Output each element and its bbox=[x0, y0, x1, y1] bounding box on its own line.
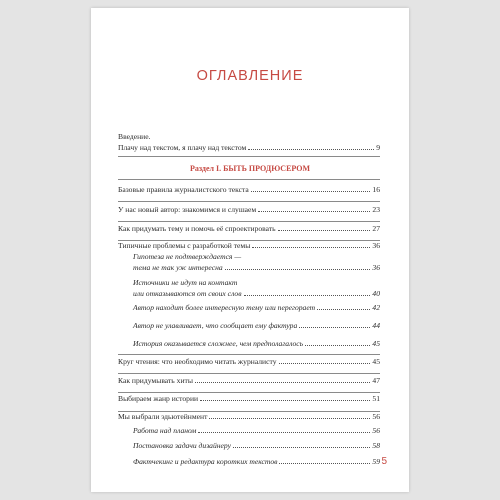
subentry-line2: или отказываются от своих слов bbox=[133, 289, 242, 298]
section-title: Раздел I. БЫТЬ ПРОДЮСЕРОМ bbox=[189, 164, 311, 173]
subentry-line2-row bbox=[133, 262, 380, 273]
toc-entry-title: Как придумывать хиты bbox=[118, 376, 193, 385]
leader-dots bbox=[278, 230, 371, 231]
toc-entry-page: 23 bbox=[372, 205, 380, 214]
toc-entry-title: Мы выбрали эдьютейнмент bbox=[118, 412, 208, 421]
toc-entry-title: Круг чтения: что необходимо читать журналисту bbox=[118, 357, 277, 366]
toc-entry-page: 45 bbox=[372, 357, 380, 366]
toc-subentry bbox=[133, 456, 380, 467]
toc-subentry bbox=[133, 302, 380, 313]
toc-subentry-page: 59 bbox=[372, 457, 380, 466]
intro-line1: Введение. bbox=[118, 132, 151, 141]
toc-entry-page: 56 bbox=[372, 412, 380, 421]
entry-rule bbox=[118, 201, 380, 202]
leader-dots bbox=[251, 191, 371, 192]
toc-entry bbox=[118, 204, 380, 215]
entry-rule bbox=[118, 354, 380, 355]
section-rule-top bbox=[118, 156, 380, 157]
section-rule-bottom bbox=[118, 179, 380, 180]
toc-entry bbox=[118, 240, 380, 251]
toc-subentry-page: 42 bbox=[372, 303, 380, 312]
leader-dots bbox=[305, 345, 370, 346]
toc-entry bbox=[118, 356, 380, 367]
toc-subentry bbox=[133, 425, 380, 436]
toc-subentry-page: 40 bbox=[372, 289, 380, 298]
intro-page: 9 bbox=[376, 143, 380, 152]
toc-subentry bbox=[133, 440, 380, 451]
leader-dots bbox=[317, 309, 370, 310]
toc-subentry bbox=[133, 277, 380, 299]
toc-subentry-page: 45 bbox=[372, 339, 380, 348]
subentry-line1: Источники не идут на контакт bbox=[133, 278, 238, 287]
toc-entry-title: Как придумать тему и помочь её спроектировать bbox=[118, 224, 276, 233]
toc-subentry-page: 56 bbox=[372, 426, 380, 435]
leader-dots bbox=[233, 447, 370, 448]
toc-subentry-page: 58 bbox=[372, 441, 380, 450]
leader-dots bbox=[258, 211, 370, 212]
toc-entry-title: Типичные проблемы с разработкой темы bbox=[118, 241, 251, 250]
toc-subentry bbox=[133, 251, 380, 273]
toc-subentry-title: Автор находит более интересную тему или перегорает bbox=[133, 303, 316, 312]
intro-line2: Плачу над текстом, я плачу над текстом bbox=[118, 143, 247, 152]
toc-subentry-page: 44 bbox=[372, 321, 380, 330]
toc-entry bbox=[118, 184, 380, 195]
toc-entry-page: 36 bbox=[372, 241, 380, 250]
leader-dots bbox=[252, 247, 370, 248]
toc-subentry-page: 36 bbox=[372, 263, 380, 272]
leader-dots bbox=[198, 432, 370, 433]
toc-subentry-title: Работа над планом bbox=[133, 426, 197, 435]
subentry-line1: Гипотеза не подтверждается — bbox=[133, 252, 242, 261]
toc-entry bbox=[118, 393, 380, 404]
leader-dots bbox=[195, 382, 370, 383]
leader-dots bbox=[248, 149, 374, 150]
toc-entry bbox=[118, 223, 380, 234]
entry-rule bbox=[118, 373, 380, 374]
entry-rule bbox=[118, 221, 380, 222]
toc-entry-page: 47 bbox=[372, 376, 380, 385]
toc-subentry bbox=[133, 338, 380, 349]
intro-line2-row bbox=[118, 142, 380, 153]
leader-dots bbox=[279, 363, 371, 364]
leader-dots bbox=[209, 418, 370, 419]
book-page bbox=[91, 8, 409, 492]
leader-dots bbox=[279, 463, 370, 464]
toc-subentry-title: История оказывается сложнее, чем предполагалось bbox=[133, 339, 304, 348]
leader-dots bbox=[299, 327, 370, 328]
toc-subentry-title: Постановка задачи дизайнеру bbox=[133, 441, 231, 450]
toc-subentry bbox=[133, 320, 380, 331]
toc-entry-page: 27 bbox=[372, 224, 380, 233]
toc-entry-title: Базовые правила журналистского текста bbox=[118, 185, 249, 194]
toc-subentry-title: Фактчекинг и редактура коротких текстов bbox=[133, 457, 278, 466]
toc-entry bbox=[118, 375, 380, 386]
subentry-line2-row bbox=[133, 288, 380, 299]
leader-dots bbox=[244, 295, 371, 296]
toc-entry-page: 51 bbox=[372, 394, 380, 403]
subentry-line2: тема не так уж интересна bbox=[133, 263, 223, 272]
toc-subentry-title: Автор не улавливает, что сообщает ему фактура bbox=[133, 321, 298, 330]
leader-dots bbox=[225, 269, 371, 270]
leader-dots bbox=[200, 400, 370, 401]
toc-entry bbox=[118, 411, 380, 422]
toc-entry-page: 16 bbox=[372, 185, 380, 194]
contents-heading: ОГЛАВЛЕНИЕ bbox=[196, 68, 304, 84]
page-number: 5 bbox=[381, 456, 387, 467]
toc-entry-title: Выбираем жанр истории bbox=[118, 394, 199, 403]
toc-entry-title: У нас новый автор: знакомимся и слушаем bbox=[118, 205, 257, 214]
toc-intro-entry bbox=[118, 131, 380, 153]
